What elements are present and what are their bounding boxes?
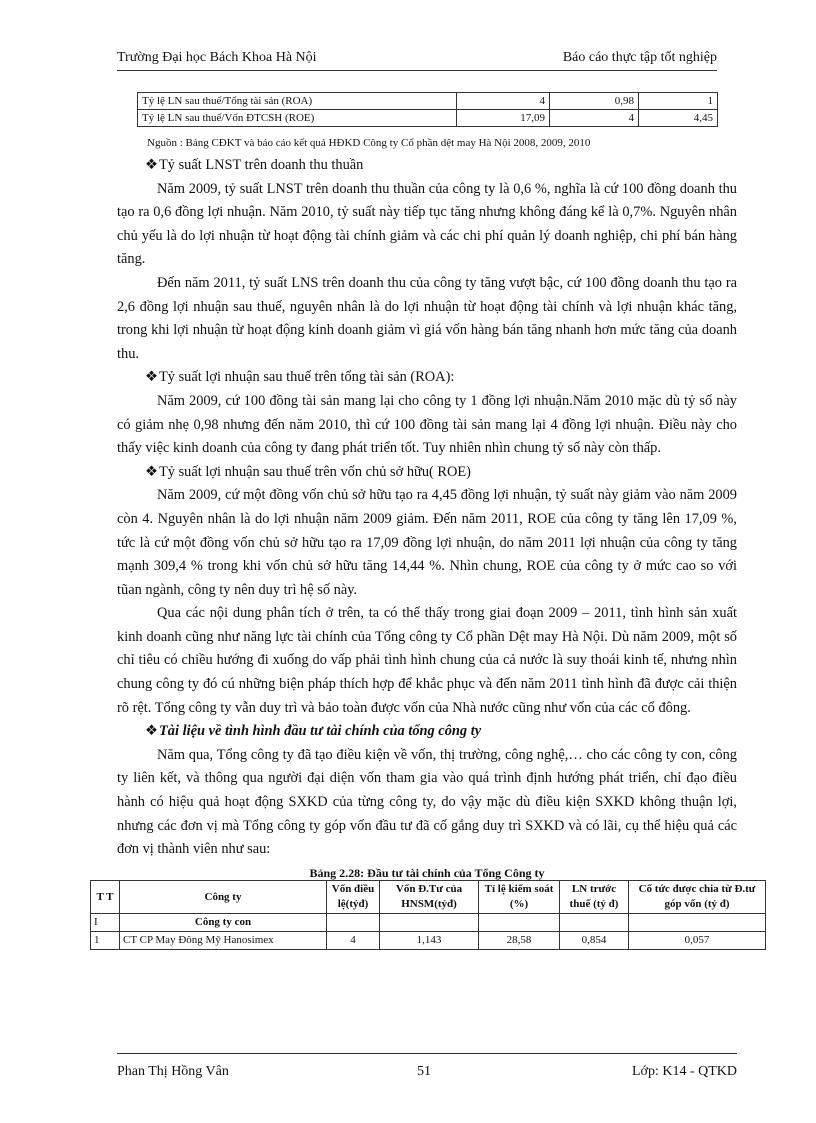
row-label: Tỷ lệ LN sau thuế/Tổng tài sản (ROA) <box>138 93 457 110</box>
paragraph: Qua các nội dung phân tích ở trên, ta có thể thấy trong giai đoạn 2009 – 2011, tình hình sản xuất kinh doanh cũng như năng lực tài chính của Tổng công ty Cổ phần Dệt may Hà Nội. Dù năm 2009, một số chỉ tiêu có chiều hướng đi xuống do vấp phải tình hình chung của cả nước là suy thoái kinh tế, nhưng nhìn chung công ty đó cú những biện pháp thích hợp để khắc phục và đến năm 2011 tình hình đã được cải thiện rõ rệt. Tổng công ty vẫn duy trì và bảo toàn được vốn của Nhà nước cũng như vốn của các cổ đông. <box>117 605 737 716</box>
page-footer <box>117 1053 737 1079</box>
col-header: Công ty <box>120 881 327 914</box>
cell-value: 17,09 <box>457 110 550 127</box>
footer-author: Phan Thị Hồng Vân <box>117 1064 229 1079</box>
page-number: 51 <box>417 1064 431 1079</box>
paragraph: Năm 2009, cứ một đồng vốn chủ sở hữu tạo ra 4,45 đồng lợi nhuận, tỷ suất này giảm vào năm 2009 còn 4. Nguyên nhân là do lợi nhuận năm 2009 giảm. Đến năm 2011, ROE của công ty tăng lên 17,09 %, tức là cứ một đồng vốn chủ sở hữu tạo ra 17,09 đồng lợi nhuận, do năm 2011 lợi nhuận của công ty tăng mạnh 309,4 % trong khi vốn chủ sở hữu tăng 14,44 %. Nhìn chung, ROE của công ty ở mức cao so với tũan ngành, công ty nên duy trì hệ số này. <box>117 487 737 598</box>
page-header <box>117 50 717 71</box>
table-caption: Bảng 2.28: Đầu tư tài chính của Tổng Công ty <box>309 866 545 880</box>
cell-value: 28,58 <box>479 932 560 950</box>
diamond-bullet-icon: ❖ <box>145 463 158 480</box>
col-header: Cổ tức được chia từ Đ.tư góp vốn (tỷ đ) <box>629 881 766 914</box>
table-row <box>138 93 718 110</box>
cell-value: 1 <box>639 93 718 110</box>
bullet-text: Tài liệu về tình hình đầu tư tài chính của tổng công ty <box>159 723 482 740</box>
paragraph: Đến năm 2011, tỷ suất LNS trên doanh thu của công ty tăng vượt bậc, cứ 100 đồng doanh thu tạo ra 2,6 đồng lợi nhuận sau thuế, nguyên nhân là do lợi nhuận từ hoạt động tài chính và lợi nhuận khác tăng, trong khi lợi nhuận từ hoạt động kinh doanh giảm vì giá vốn hàng bán tăng nhanh hơn mức tăng của doanh thu. <box>117 274 737 362</box>
table-source-note: Nguồn : Bảng CĐKT và báo cáo kết quả HĐKD Công ty Cổ phần dệt may Hà Nội 2008, 2009, 2010 <box>147 137 591 149</box>
diamond-bullet-icon: ❖ <box>145 157 158 173</box>
header-report-title: Báo cáo thực tập tốt nghiệp <box>562 50 717 65</box>
cell-value: 4 <box>457 93 550 110</box>
col-header: Tỉ lệ kiểm soát (%) <box>479 881 560 914</box>
cell-value: 0,057 <box>629 932 766 950</box>
investment-table <box>90 880 766 950</box>
diamond-bullet-icon: ❖ <box>145 369 158 386</box>
bullet-heading <box>117 720 737 744</box>
cell-company: CT CP May Đông Mỹ Hanosimex <box>120 932 327 950</box>
cell-tt: I <box>91 914 120 932</box>
cell-tt: 1 <box>91 932 120 950</box>
row-label: Tỷ lệ LN sau thuế/Vốn ĐTCSH (ROE) <box>138 110 457 127</box>
bullet-text: Tỷ suất lợi nhuận sau thuế trên tổng tài sản (ROA): <box>159 369 455 386</box>
col-header: Vốn điều lệ(tỷđ) <box>327 881 380 914</box>
cell-value: 0,98 <box>550 93 639 110</box>
cell-value: 4,45 <box>639 110 718 127</box>
cell-value: 4 <box>327 932 380 950</box>
body-text <box>117 154 737 862</box>
paragraph: Năm 2009, cứ 100 đồng tài sản mang lại cho công ty 1 đồng lợi nhuận.Năm 2010 mặc dù tỷ số này có giảm nhẹ 0,98 nhưng đến năm 2010, thì cứ 100 đồng tài sản mang lại 4 đồng lợi nhuận. Điều này cho thấy việc kinh doanh của công ty đang phát triển tốt. Tuy nhiên nhìn chung tỷ số này còn thấp. <box>117 392 737 457</box>
bullet-text: Tỷ suất LNST trên doanh thu thuần <box>159 157 364 173</box>
table-row <box>138 110 718 127</box>
bullet-heading <box>117 366 737 390</box>
table-header-row <box>91 881 766 914</box>
cell-group-name: Công ty con <box>120 914 327 932</box>
header-university: Trường Đại học Bách Khoa Hà Nội <box>117 50 317 65</box>
col-header: T T <box>91 881 120 914</box>
cell-value: 4 <box>550 110 639 127</box>
table-row <box>91 914 766 932</box>
col-header: Vốn Đ.Tư của HNSM(tỷđ) <box>380 881 479 914</box>
bullet-text: Tỷ suất lợi nhuận sau thuế trên vốn chủ sở hữu( ROE) <box>159 463 471 480</box>
col-header: LN trước thuế (tỷ đ) <box>560 881 629 914</box>
ratio-table <box>137 92 718 127</box>
table-row <box>91 932 766 950</box>
paragraph: Năm qua, Tổng công ty đã tạo điều kiện về vốn, thị trường, công nghệ,… cho các công ty con, công ty liên kết, và thông qua người đại diện vốn tham gia vào quá trình định hướng phát triển, chỉ đạo điều hành có hiệu quả hoạt động SXKD của từng công ty, do vậy mặc dù điều kiện SXKD không thuận lợi, nhưng các đơn vị mà Tổng công ty góp vốn đầu tư đã cố gắng duy trì SXKD và có lãi, cụ thể hiệu quả các đơn vị thành viên như sau: <box>117 746 737 858</box>
cell-value: 1,143 <box>380 932 479 950</box>
cell-value: 0,854 <box>560 932 629 950</box>
paragraph: Năm 2009, tỷ suất LNST trên doanh thu thuần của công ty là 0,6 %, nghĩa là cứ 100 đồng doanh thu tạo ra 0,6 đồng lợi nhuận. Năm 2010, tỷ suất này tiếp tục tăng nhưng không đáng kể là 0,7%. Nguyên nhân chủ yếu là do lợi nhuận từ hoạt động tài chính giảm và các chi phí quản lý doanh nghiệp, chi phí bán hàng tăng. <box>117 180 737 268</box>
bullet-heading <box>117 154 737 178</box>
diamond-bullet-icon: ❖ <box>145 723 158 740</box>
bullet-heading <box>117 461 737 485</box>
footer-class: Lớp: K14 - QTKD <box>632 1064 737 1079</box>
